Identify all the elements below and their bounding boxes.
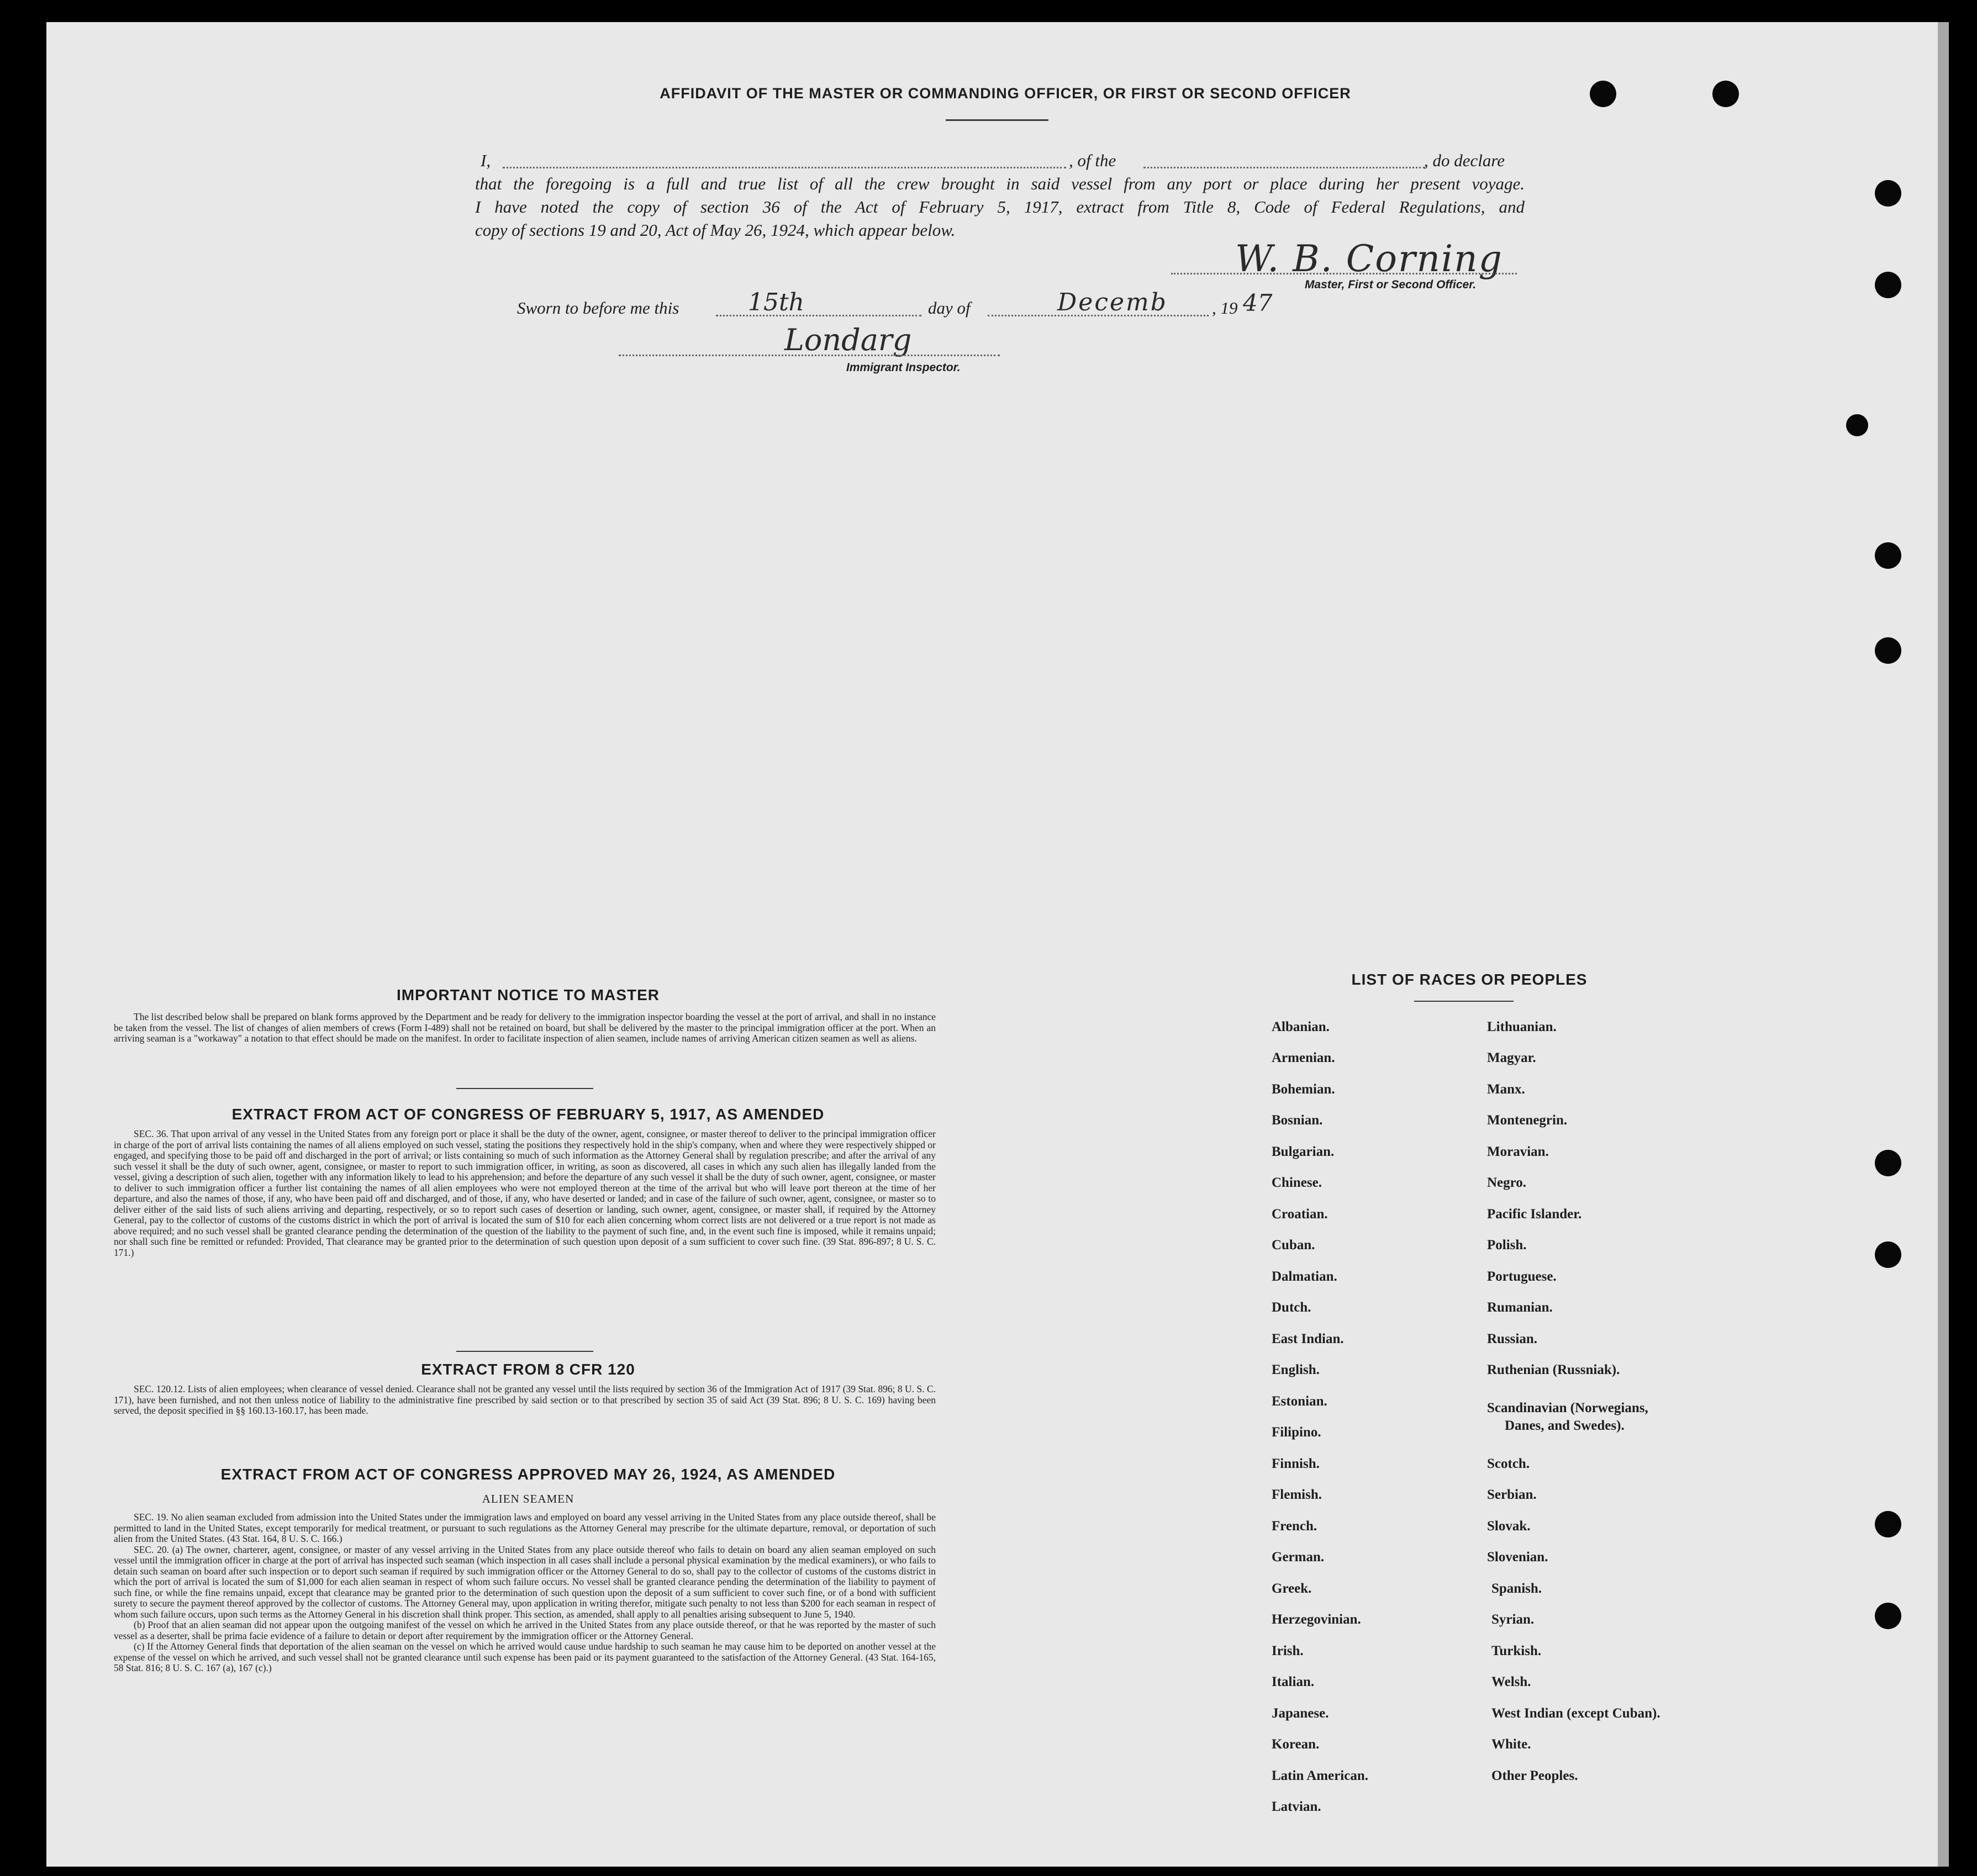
divider — [456, 1351, 593, 1352]
race-item: Greek. — [1272, 1581, 1312, 1596]
master-caption: Master, First or Second Officer. — [1305, 278, 1477, 291]
punch-hole — [1590, 81, 1616, 107]
race-item: German. — [1272, 1550, 1325, 1565]
race-item: Russian. — [1487, 1331, 1538, 1346]
race-item: Spanish. — [1491, 1581, 1542, 1596]
race-item: English. — [1272, 1362, 1320, 1377]
race-item: Montenegrin. — [1487, 1113, 1568, 1128]
extract-1917-title: EXTRACT FROM ACT OF CONGRESS OF FEBRUARY 5, 1917, AS AMENDED — [231, 1106, 825, 1123]
race-item: Bohemian. — [1272, 1082, 1335, 1097]
race-item: Rumanian. — [1487, 1300, 1553, 1315]
affidavit-declaration — [475, 149, 1525, 242]
inspector-caption: Immigrant Inspector. — [846, 361, 961, 374]
vessel-field[interactable] — [1143, 167, 1425, 168]
race-item: Flemish. — [1272, 1487, 1322, 1502]
alien-seamen-subtitle: ALIEN SEAMEN — [482, 1492, 574, 1505]
notice-body — [114, 1012, 936, 1044]
extract-cfr-title: EXTRACT FROM 8 CFR 120 — [421, 1361, 635, 1378]
race-item: Scandinavian (Norwegians, — [1487, 1401, 1648, 1415]
master-signature: W. B. Corning — [1235, 237, 1503, 280]
punch-hole — [1846, 414, 1868, 436]
race-item: Polish. — [1487, 1238, 1527, 1253]
race-item: Filipino. — [1272, 1425, 1321, 1440]
race-item: Finnish. — [1272, 1456, 1320, 1471]
race-item: Irish. — [1272, 1644, 1304, 1658]
sworn-label: Sworn to before me this — [517, 298, 679, 318]
punch-hole — [1875, 1603, 1901, 1629]
extract-1924-body — [114, 1512, 936, 1674]
name-field[interactable] — [503, 167, 1066, 168]
race-item: Magyar. — [1487, 1050, 1536, 1065]
punch-hole — [1875, 1150, 1901, 1176]
race-item: Japanese. — [1272, 1706, 1329, 1721]
declaration-line-1 — [475, 149, 1525, 172]
race-item: White. — [1491, 1737, 1531, 1752]
race-item: Chinese. — [1272, 1175, 1322, 1190]
race-item: Cuban. — [1272, 1238, 1315, 1253]
race-item: Estonian. — [1272, 1394, 1327, 1409]
punch-hole — [1875, 180, 1901, 207]
sec-20a-text: SEC. 20. (a) The owner, charterer, agent, consignee, or master of any vessel arriving in the United States from any place outside thereof who fails to detain on board any alien seaman employed on such vessel until the immigration officer in charge at the port of arrival has inspected such seaman (which inspection in all cases shall include a personal physical examination by the medical examiners), or who fails to detain such seaman on board after such inspection or to deport such seaman if required by such immigration officer or the Attorney General to do so, shall pay to the collector of customs of the customs district in which the port of arrival is located the sum of $1,000 for each alien seaman in respect of whom such failure occurs. No vessel shall be granted clearance pending the determination of the liability to payment of such fine, or while the fine remains unpaid, except that clearance may be granted prior to the determination of such question upon the deposit of a sum sufficient to cover such fine, or of a bond with sufficient surety to secure the payment thereof approved by the collector of customs. The Attorney General may, upon application in writing therefor, mitigate such penalty to not less than $200 for each seaman in respect of whom such failure occurs, upon such terms as the Attorney General in his discretion shall think proper. This section, as amended, shall apply to all penalties arising subsequent to June 5, 1940. — [114, 1544, 936, 1620]
declaration-line-3: I have noted the copy of section 36 of the Act of February 5, 1917, extract from Title 8, Code of Federal Regulations, and — [475, 197, 1525, 216]
declaration-line-2: that the foregoing is a full and true list of all the crew brought in said vessel from any port or place during her present voyage. — [475, 174, 1525, 193]
declaration-of-the: , of the — [1069, 151, 1116, 170]
race-item: Turkish. — [1491, 1644, 1542, 1658]
extract-1917-body — [114, 1129, 936, 1258]
race-item: Latvian. — [1272, 1799, 1321, 1814]
race-item: Other Peoples. — [1491, 1768, 1578, 1783]
race-item: Ruthenian (Russniak). — [1487, 1362, 1620, 1377]
race-item: Moravian. — [1487, 1144, 1549, 1159]
inspector-signature-line — [619, 355, 1000, 356]
race-item: Portuguese. — [1487, 1269, 1557, 1284]
race-item: Croatian. — [1272, 1207, 1328, 1222]
sworn-day-line — [716, 315, 921, 316]
day-of-label: day of — [928, 298, 971, 318]
declaration-i: I, — [481, 151, 491, 170]
sec-20c-text: (c) If the Attorney General finds that deportation of the alien seaman on the vessel on which he arrived would cause undue hardship to such seaman he may cause him to be deported on another vessel at the expense of the vessel on which he arrived, and such vessel shall not be granted clearance until such expense has been paid or its payment guaranteed to the satisfaction of the Attorney General. (43 Stat. 164-165, 58 Stat. 816; 8 U. S. C. 167 (a), 167 (c).) — [114, 1641, 936, 1673]
race-item: Slovenian. — [1487, 1550, 1548, 1565]
punch-hole — [1875, 272, 1901, 298]
divider — [456, 1088, 593, 1089]
race-item: Pacific Islander. — [1487, 1207, 1582, 1222]
page-edge — [1938, 22, 1949, 1867]
race-item: Korean. — [1272, 1737, 1320, 1752]
race-item: Slovak. — [1487, 1519, 1531, 1534]
punch-hole — [1875, 1511, 1901, 1537]
inspector-signature: Londarg — [784, 323, 912, 357]
race-item: Albanian. — [1272, 1019, 1330, 1034]
notice-text: The list described below shall be prepared on blank forms approved by the Department and be ready for delivery to the immigration inspector boarding the vessel at the port of arrival, and shall in no instance be taken from the vessel. The list of changes of alien members of crews (Form I-489) shall not be retained on board, but shall be delivered by the master to the principal immigration officer at the port. When an arriving seaman is a "workaway" a notation to that effect should be made on the manifest. In order to facilitate inspection of alien seamen, include names of arriving American citizen seamen as well as aliens. — [114, 1011, 936, 1044]
affidavit-title: AFFIDAVIT OF THE MASTER OR COMMANDING OFFICER, OR FIRST OR SECOND OFFICER — [660, 85, 1351, 102]
extract-cfr-body — [114, 1384, 936, 1417]
sworn-month-line — [988, 315, 1209, 316]
sworn-day: 15th — [748, 288, 805, 316]
race-item: West Indian (except Cuban). — [1491, 1706, 1660, 1721]
race-item: Negro. — [1487, 1175, 1527, 1190]
title-rule — [946, 119, 1048, 121]
race-item: East Indian. — [1272, 1331, 1344, 1346]
race-item: Scotch. — [1487, 1456, 1530, 1471]
declaration-do-declare: , do declare — [1424, 151, 1505, 170]
race-item: Serbian. — [1487, 1487, 1537, 1502]
notice-title: IMPORTANT NOTICE TO MASTER — [396, 986, 660, 1003]
race-item: Welsh. — [1491, 1674, 1531, 1689]
master-signature-line — [1171, 273, 1517, 274]
race-item: Bosnian. — [1272, 1113, 1323, 1128]
sec-20b-text: (b) Proof that an alien seaman did not appear upon the outgoing manifest of the vessel on which he arrived in the United States from any place outside thereof, or that he was reported by the master of such vessel as a deserter, shall be prima facie evidence of a failure to detain or deport after requirement by the immigration officer or the Attorney General. — [114, 1619, 936, 1641]
race-item: Danes, and Swedes). — [1505, 1418, 1625, 1433]
race-item: Manx. — [1487, 1082, 1525, 1097]
sec-36-text: SEC. 36. That upon arrival of any vessel in the United States from any foreign port or place it shall be the duty of the owner, agent, consignee, or master thereof to deliver to the principal immigration officer in charge of the port of arrival lists containing the names of all aliens employed on such vessel, stating the positions they respectively hold in the ship's company, when and where they were respectively shipped or engaged, and specifying those to be paid off and discharged in the port of arrival; or lists containing so much of such information as the Attorney General shall by regulation prescribe; and after the arrival of any such vessel it shall be the duty of such owner, agent, consignee, or master to report to such immigration officer, in writing, as soon as discovered, all cases in which any such alien has illegally landed from the vessel, giving a description of such alien, together with any information likely to lead to his apprehension; and before the departure of any such vessel it shall be the duty of such owner, agent, consignee, or master to deliver to such immigration officer a further list containing the names of all alien employees who were not employed thereon at the time of the arrival but who will leave port thereon at the time of her departure, and also the names of those, if any, who have been paid off and discharged, and of those, if any, who have deserted or landed; and in case of the failure of such owner, agent, consignee, or master so to deliver either of the said lists of such aliens arriving and departing, respectively, or so to report such cases of desertion or landing, such owner, agent, consignee, or master shall, if required by the Attorney General, pay to the collector of customs of the customs district in which the port of arrival is located the sum of $10 for each alien concerning whom correct lists are not delivered or a true report is not made as above required; and no such vessel shall be granted clearance pending the determination of the question of the liability to the payment of such fine, and, in the event such fine is imposed, while it remains unpaid; nor shall such fine be remitted or refunded: Provided, That clearance may be granted prior to the determination of such question upon deposit of a sum sufficient to cover such fine. (39 Stat. 896-897; 8 U. S. C. 171.) — [114, 1128, 936, 1258]
punch-hole — [1712, 81, 1739, 107]
extract-1924-title: EXTRACT FROM ACT OF CONGRESS APPROVED MAY 26, 1924, AS AMENDED — [220, 1466, 836, 1483]
punch-hole — [1875, 542, 1901, 569]
year-prefix: , 19 — [1212, 298, 1238, 318]
race-item: Dutch. — [1272, 1300, 1311, 1315]
race-item: Lithuanian. — [1487, 1019, 1557, 1034]
sworn-year: 47 — [1243, 289, 1273, 316]
race-item: Syrian. — [1491, 1612, 1535, 1627]
race-item: French. — [1272, 1519, 1317, 1534]
race-item: Armenian. — [1272, 1050, 1335, 1065]
sec-19-text: SEC. 19. No alien seaman excluded from admission into the United States under the immigration laws and employed on board any vessel arriving in the United States from any place outside thereof, shall be permitted to land in the United States, except temporarily for medical treatment, or pursuant to such regulations as the Attorney General may prescribe for the ultimate departure, removal, or deportation of such alien from the United States. (43 Stat. 164, 8 U. S. C. 166.) — [114, 1512, 936, 1544]
declaration-line-4: copy of sections 19 and 20, Act of May 26, 1924, which appear below. — [475, 220, 956, 240]
punch-hole — [1875, 637, 1901, 664]
race-item: Bulgarian. — [1272, 1144, 1335, 1159]
race-item: Herzegovinian. — [1272, 1612, 1361, 1627]
sec-120-12-text: SEC. 120.12. Lists of alien employees; when clearance of vessel denied. Clearance shall not be granted any vessel until the lists required by section 36 of the Immigration Act of 1917 (39 Stat. 896; 8 U. S. C. 171), have been furnished, and not then unless notice of liability to the administrative fine prescribed by said section or to that prescribed by section 35 of said Act (39 Stat. 896; 8 U. S. C. 169) having been served, the deposit specified in §§ 160.13-160.17, has been made. — [114, 1383, 936, 1416]
races-title-rule — [1414, 1001, 1514, 1002]
punch-hole — [1875, 1241, 1901, 1268]
races-title: LIST OF RACES OR PEOPLES — [1351, 971, 1588, 988]
sworn-month: Decemb — [1057, 288, 1168, 316]
race-item: Dalmatian. — [1272, 1269, 1337, 1284]
race-item: Italian. — [1272, 1674, 1315, 1689]
race-item: Latin American. — [1272, 1768, 1368, 1783]
